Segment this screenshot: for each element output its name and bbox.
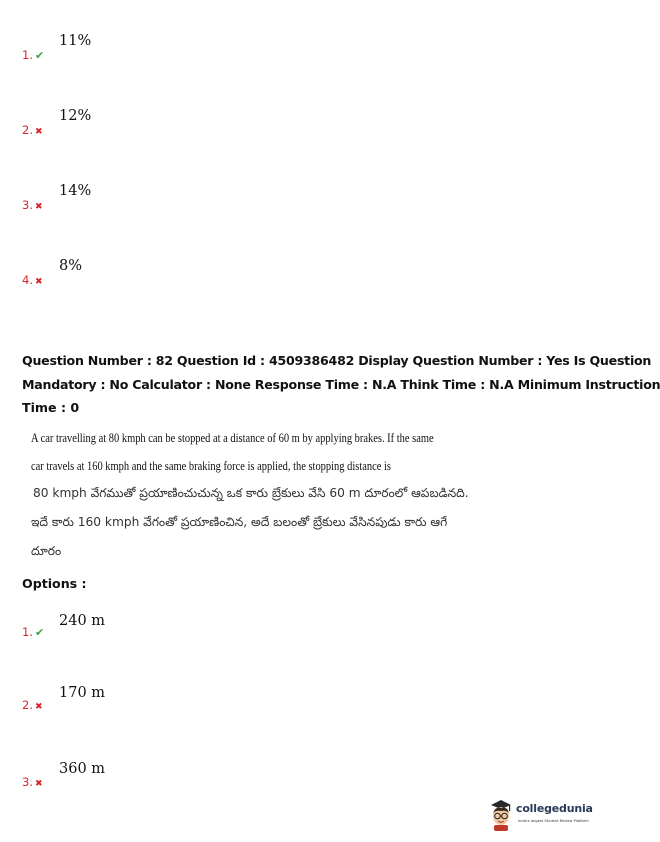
option-3-number: 3. ✖ [22, 775, 43, 789]
student-mascot-icon [488, 797, 514, 831]
cross-icon: ✖ [34, 702, 43, 712]
option-3-value: 360 m [59, 761, 106, 777]
logo-name: collegedunia [516, 802, 593, 815]
check-icon: ✔ [34, 49, 45, 62]
logo-tagline: India's largest Student Review Platform [518, 819, 589, 823]
question-meta-line-2: Mandatory : No Calculator : None Response Time : N.A Think Time : N.A Minimum Instruction [22, 376, 660, 392]
prev-option-1-value: 11% [59, 33, 92, 49]
option-1-number: 1. ✔ [22, 625, 45, 639]
prev-option-1-number: 1. ✔ [22, 48, 45, 62]
question-text-en-2: car travels at 160 kmph and the same braking force is applied, the stopping distance is [31, 459, 391, 473]
question-text-te-2: ఇదే కారు 160 kmph వేగంతో ప్రయాణించిన, అదే బలంతో బ్రేకులు వేసినపుడు కారు ఆగే [31, 515, 448, 529]
cross-icon: ✖ [34, 127, 43, 137]
cross-icon: ✖ [34, 779, 43, 789]
prev-option-2-value: 12% [59, 108, 92, 124]
prev-option-3-value: 14% [59, 183, 92, 199]
question-meta-line-1: Question Number : 82 Question Id : 4509386482 Display Question Number : Yes Is Question [22, 353, 652, 368]
collegedunia-logo [488, 797, 593, 833]
check-icon: ✔ [34, 626, 45, 639]
prev-option-3-number: 3. ✖ [22, 198, 43, 212]
prev-option-4-number: 4. ✖ [22, 273, 43, 287]
prev-option-4-value: 8% [59, 258, 83, 274]
question-text-te-1: 80 kmph వేగముతో ప్రయాణించుచున్న ఒక కారు బ్రేకులు వేసి 60 m దూరంలో ఆపబడినది. [33, 486, 469, 500]
options-label: Options : [22, 576, 87, 591]
cross-icon: ✖ [34, 277, 43, 287]
question-meta [22, 349, 660, 420]
question-text-en-1: A car travelling at 80 kmph can be stopped at a distance of 60 m by applying brakes. If the same [31, 431, 434, 445]
option-2-number: 2. ✖ [22, 698, 43, 712]
option-2-value: 170 m [59, 685, 106, 701]
question-text-te-3: దూరం [31, 544, 62, 558]
cross-icon: ✖ [34, 202, 43, 212]
option-1-value: 240 m [59, 613, 106, 629]
prev-option-2-number: 2. ✖ [22, 123, 43, 137]
question-meta-line-3: Time : 0 [22, 400, 80, 415]
